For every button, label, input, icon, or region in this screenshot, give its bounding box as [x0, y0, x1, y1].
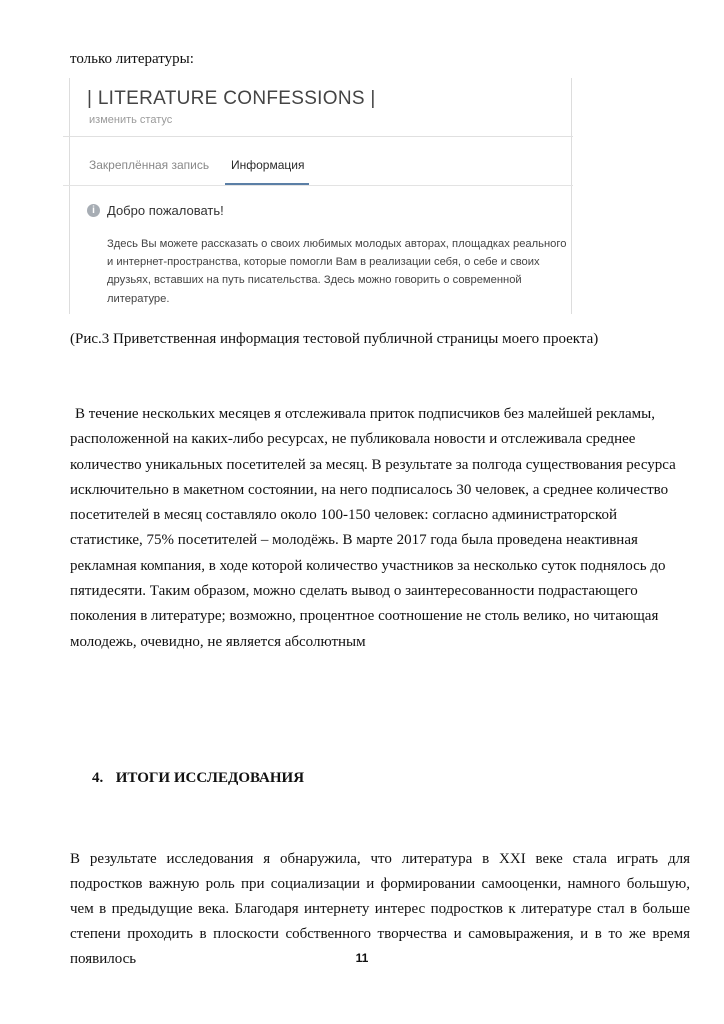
body-paragraph-2: В результате исследования я обнаружила, что литература в XXI веке стала играть для подростков важную роль при социализации и формировании самооценки, намного большую, чем в предыдущие века. Благодаря интернету интерес подростков к литературе стал в больше степени проходить в плоскости собственного творчества и самовыражения, и в то же время появилось: [70, 851, 690, 967]
figure-edge-left: [69, 78, 70, 314]
body-paragraph-1: В течение нескольких месяцев я отслеживала приток подписчиков без малейшей рекламы, расположенной на каких-либо ресурсах, не публиковала новости и отслеживала среднее количество уникальных посетителей за месяц. В результате за полгода существования ресурса исключительно в макетном состоянии, на него подписалось 30 человек, а среднее количество посетителей в месяц составляло около 100-150 человек: согласно администраторской статистике, 75% посетителей – молодёжь. В марте 2017 года была проведена неактивная рекламная компания, в ходе которой количество участников за несколько суток поднялось до пятидесяти. Таким образом, можно сделать вывод о заинтересованности подрастающего поколения в литературе; возможно, процентное соотношение не столь велико, но читающая молодежь, очевидно, не является абсолютным: [70, 406, 676, 650]
intro-text: только литературы:: [70, 51, 194, 67]
figure-screenshot: [75, 78, 573, 314]
figure-edge-right: [571, 78, 572, 314]
section-number: 4.: [92, 770, 104, 786]
tabs-divider: [63, 185, 573, 186]
page-number: 11: [355, 951, 369, 965]
change-status-link[interactable]: изменить статус: [89, 114, 173, 126]
page-title: | LITERATURE CONFESSIONS |: [87, 88, 376, 109]
welcome-text: Здесь Вы можете рассказать о своих любимых молодых авторах, площадках реального и интернет-пространства, которые помогли Вам в реализации себя, о себе и своих друзьях, вставших на путь писательства. Здесь можно говорить о современной литературе.: [107, 238, 567, 305]
figure-caption: (Рис.3 Приветственная информация тестовой публичной страницы моего проекта): [70, 331, 599, 347]
info-icon: i: [87, 204, 100, 217]
tab-information[interactable]: Информация: [231, 158, 305, 172]
tab-pinned-post[interactable]: Закреплённая запись: [89, 158, 210, 172]
section-heading: [92, 770, 304, 787]
welcome-title: Добро пожаловать!: [107, 203, 224, 218]
header-divider: [63, 136, 573, 137]
section-title: ИТОГИ ИССЛЕДОВАНИЯ: [115, 770, 305, 786]
